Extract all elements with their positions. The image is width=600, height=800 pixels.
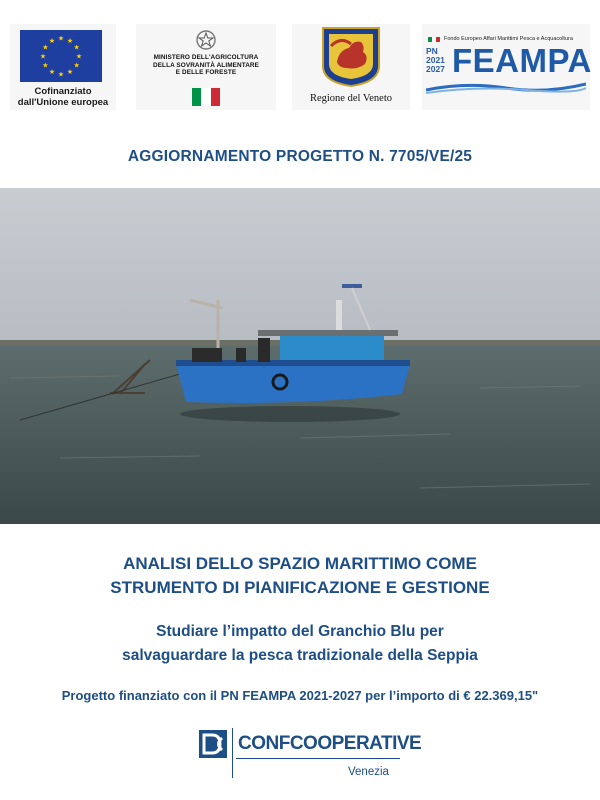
- svg-text:★: ★: [48, 68, 56, 77]
- main-title-line1: ANALISI DELLO SPAZIO MARITTIMO COME: [123, 554, 477, 573]
- main-title: [0, 552, 600, 600]
- svg-text:★: ★: [73, 61, 80, 70]
- confcooperative-underline: [236, 758, 400, 759]
- regione-veneto-logo: [292, 24, 410, 110]
- fishing-boat-photo: [0, 188, 600, 524]
- feampa-pn: PN: [426, 46, 438, 56]
- regione-veneto-caption: Regione del Veneto: [309, 93, 393, 104]
- ministero-line1: MINISTERO DELL'AGRICOLTURA: [153, 54, 259, 61]
- feampa-logo: [422, 24, 590, 110]
- feampa-year-start: 2021: [426, 55, 445, 65]
- lion-of-saint-mark-icon: [319, 26, 383, 88]
- ministero-name: [136, 54, 276, 77]
- project-update-headline: AGGIORNAMENTO PROGETTO N. 7705/VE/25: [127, 148, 473, 165]
- eu-logo: [10, 24, 116, 110]
- feampa-fund-name: Fondo Europeo Affari Marittimi Pesca e Acquacoltura: [444, 36, 573, 42]
- subtitle: [0, 620, 600, 668]
- feampa-wordmark: FEAMPA: [452, 42, 592, 79]
- eu-flag-icon: [20, 30, 102, 82]
- ministero-line3: E DELLE FORESTE: [175, 69, 237, 77]
- svg-text:★: ★: [42, 43, 49, 52]
- confcooperative-city: Venezia: [348, 766, 389, 778]
- subtitle-line1: Studiare l’impatto del Granchio Blu per: [156, 623, 444, 640]
- feampa-year-end: 2027: [426, 64, 445, 74]
- confcooperative-name: CONFCOOPERATIVE: [238, 733, 422, 754]
- italy-flag-icon: [192, 88, 220, 106]
- funding-statement: Progetto finanziato con il PN FEAMPA 2021-2027 per l’importo di € 22.369,15": [61, 688, 539, 703]
- svg-text:★: ★: [66, 68, 74, 77]
- feampa-pn-years: [426, 47, 445, 74]
- confcooperative-mark-icon: [199, 730, 227, 758]
- svg-text:★: ★: [39, 52, 47, 61]
- svg-text:★: ★: [73, 43, 80, 52]
- eu-caption-line2: dall'Unione europea: [17, 97, 109, 108]
- ministero-line2: DELLA SOVRANITÀ ALIMENTARE: [152, 61, 260, 69]
- eu-caption-line1: Cofinanziato: [34, 86, 92, 97]
- italian-republic-emblem-icon: [194, 28, 218, 52]
- subtitle-line2: salvaguardare la pesca tradizionale della Seppia: [122, 647, 478, 664]
- svg-text:★: ★: [57, 70, 65, 79]
- svg-text:★: ★: [48, 36, 56, 45]
- svg-text:★: ★: [66, 36, 74, 45]
- italy-flag-small-icon: [428, 37, 440, 42]
- svg-text:★: ★: [42, 61, 49, 70]
- main-title-line2: STRUMENTO DI PIANIFICAZIONE E GESTIONE: [110, 578, 490, 597]
- svg-text:★: ★: [75, 52, 83, 61]
- confcooperative-divider: [232, 728, 233, 778]
- wave-icon: [426, 80, 586, 94]
- ministero-logo: [136, 24, 276, 110]
- svg-text:★: ★: [57, 34, 65, 43]
